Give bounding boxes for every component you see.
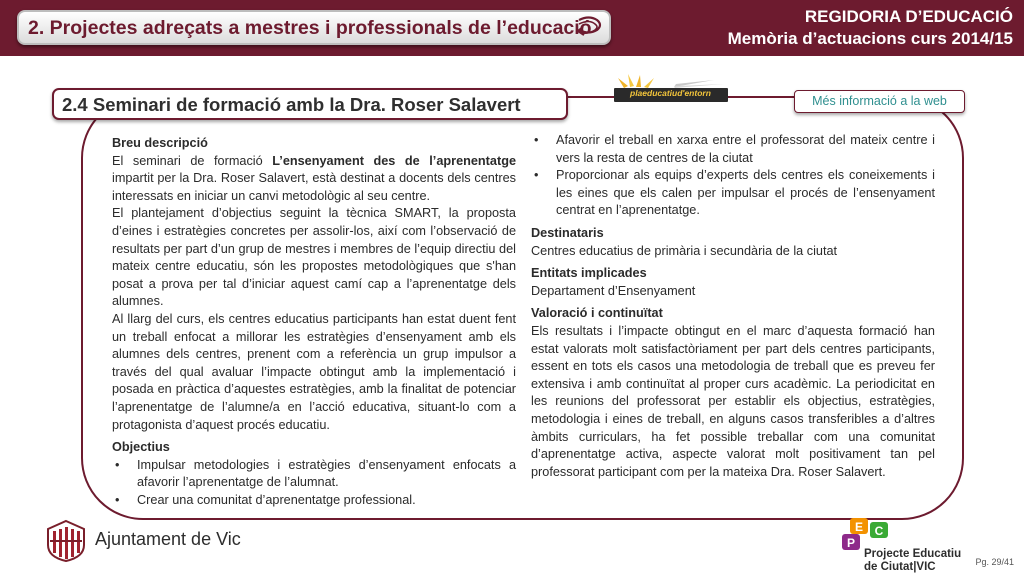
pec-letters-icon (842, 518, 902, 552)
ajuntament-label: Ajuntament de Vic (95, 529, 241, 549)
evaluation-text: Els resultats i l’impacte obtingut en el marc d’aquesta formació han estat valorats molt satisfactòriament per part dels centres participants, essent en tots els casos una metodologia de treball que es preveu fer extensiva i amb continuïtat al proper curs acadèmic. La periodicitat en les reunions del professorat per establir els objectius, estratègies, metodologia i eines de treball, en alguns casos transferibles a d’altres àmbits curriculars, ha fet possible treballar com una comunitat d’aprenentatge activa, aspecte valorat molt positivament tan pel professorat participant com per la mateixa Dra. Roser Salavert. (531, 323, 935, 479)
entities-heading: Entitats implicades (531, 266, 647, 281)
report-title: Memòria d’actuacions curs 2014/15 (727, 29, 1013, 48)
p1-suffix: impartit per la Dra. Roser Salavert, està destinat a docents dels centres interessats en iniciar un canvi metodològic al seu centre. (112, 171, 516, 203)
left-column (112, 135, 516, 509)
objective-item: • Proporcionar als equips d’experts dels centres els coneixements i les eines que els calen per impulsar el procés de l’ensenyament centrat en l’aprenentatge. (531, 167, 935, 220)
section-title: 2. Projectes adreçats a mestres i professionals de l’educació (28, 17, 592, 39)
svg-text:P: P (846, 536, 856, 550)
ajuntament-logo (44, 517, 241, 565)
svg-text:E: E (854, 520, 864, 534)
seminar-name: L’ensenyament des de l’aprenentatge (272, 153, 516, 168)
pla-educatiu-entorn-logo (614, 72, 734, 114)
subtitle-box (52, 88, 568, 120)
description-paragraph-1 (112, 153, 516, 206)
section-title-box (17, 10, 611, 45)
pec-title-line2: de Ciutat|VIC (864, 561, 936, 573)
svg-text:C: C (874, 524, 884, 538)
return-arrow-icon[interactable] (573, 13, 605, 42)
projecte-educatiu-logo (842, 518, 972, 574)
recipients-heading: Destinataris (531, 225, 604, 240)
brief-description-heading: Breu descripció (112, 136, 208, 150)
logo-text: plaeducatiud'entorn (630, 88, 711, 98)
objective-item: • Crear una comunitat d’aprenentatge professional. (112, 492, 516, 510)
objectives-heading: Objectius (112, 440, 170, 455)
logo-bar (614, 88, 728, 102)
right-column (531, 132, 935, 481)
coat-of-arms-icon (44, 519, 88, 563)
org-header (728, 6, 1013, 50)
p1-prefix: El seminari de formació (112, 153, 273, 168)
header-bar (0, 0, 1024, 56)
evaluation-heading: Valoració i continuïtat (531, 306, 663, 321)
org-name: REGIDORIA D’EDUCACIÓ (804, 7, 1013, 26)
objective-item: • Afavorir el treball en xarxa entre el professorat del mateix centre i vers la resta de centres de la ciutat (531, 132, 935, 167)
slide-subtitle: 2.4 Seminari de formació amb la Dra. Roser Salavert (62, 94, 521, 115)
page-number: Pg. 29/41 (975, 557, 1014, 567)
description-paragraph-3: Al llarg del curs, els centres educatius participants han estat duent fent un treball enfocat a millorar les estratègies d’ensenyament amb els alumnes dels centres, prenent com a referència un grup impulsor a través del qual avaluar l’impacte obtingut amb la implementació i posada en pràctica d’aquestes estratègies, amb la finalitat de potenciar l’aprenentatge de l’alumne/a en l’acció educativa, situant-lo com a protagonista d’aquest procés educatiu. (112, 311, 516, 432)
description-paragraph-2: El plantejament d’objectius seguint la tècnica SMART, la proposta d’eines i estratègies concretes per assolir-los, així com l’observació de resultats per part d’un grup de mestres i membres de l’equip directiu del mateix centre educatiu, són les propostes metodològiques que s'han posat a prova per tal d’iniciar aquest camí cap a l’aprenentatge dels alumnes. (112, 206, 516, 309)
more-info-link[interactable]: Més informació a la web (794, 90, 965, 113)
recipients-text: Centres educatius de primària i secundària de la ciutat (531, 243, 838, 258)
pec-title-line1: Projecte Educatiu (864, 548, 962, 560)
entities-text: Departament d’Ensenyament (531, 283, 696, 298)
objective-item: • Impulsar metodologies i estratègies d’ensenyament enfocats a afavorir l’aprenentatge de l’alumnat. (112, 457, 516, 492)
